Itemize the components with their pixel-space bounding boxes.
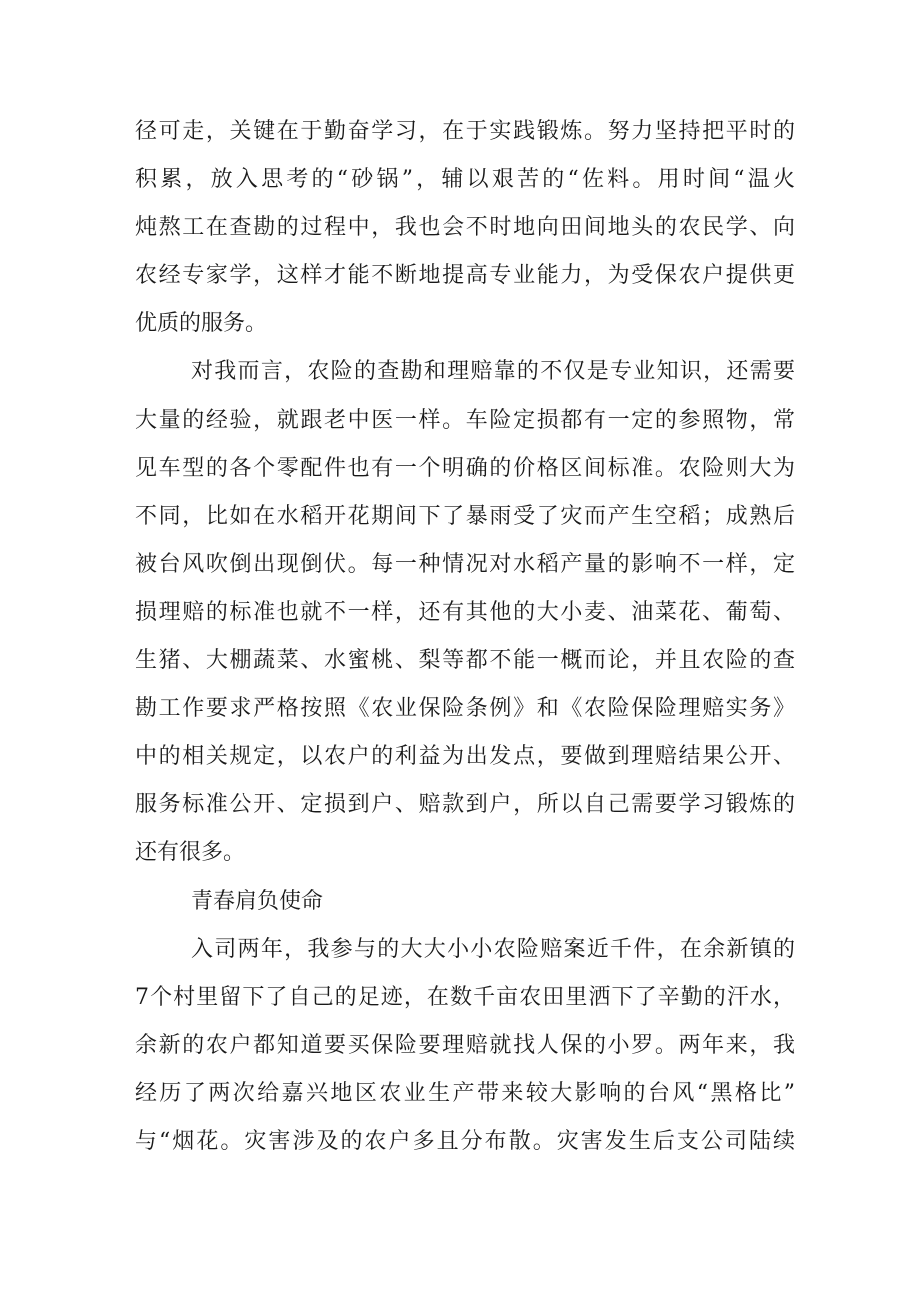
paragraph-line: 服务标准公开、定损到户、赔款到户，所以自己需要学习锻炼的 bbox=[135, 792, 795, 818]
paragraph-line: 勘工作要求严格按照《农业保险条例》和《农险保险理赔实务》 bbox=[135, 696, 795, 722]
paragraph-line: 损理赔的标准也就不一样，还有其他的大小麦、油菜花、葡萄、 bbox=[135, 599, 795, 625]
paragraph-line: 生猪、大棚蔬菜、水蜜桃、梨等都不能一概而论，并且农险的查 bbox=[135, 648, 795, 674]
paragraph-line: 经历了两次给嘉兴地区农业生产带来较大影响的台风“黑格比” bbox=[135, 1080, 795, 1106]
paragraph-line: 炖熬工在查勘的过程中，我也会不时地向田间地头的农民学、向 bbox=[135, 215, 795, 241]
paragraph-line: 优质的服务。 bbox=[135, 311, 268, 337]
document-body bbox=[135, 108, 795, 1166]
paragraph-line: 农经专家学，这样才能不断地提高专业能力，为受保农户提供更 bbox=[135, 263, 795, 289]
paragraph-line: 对我而言，农险的查勘和理赔靠的不仅是专业知识，还需要 bbox=[191, 359, 795, 385]
paragraph-line: 见车型的各个零配件也有一个明确的价格区间标准。农险则大为 bbox=[135, 455, 795, 481]
paragraph-line: 还有很多。 bbox=[135, 840, 246, 866]
paragraph-line: 7个村里留下了自己的足迹，在数千亩农田里洒下了辛勤的汗水， bbox=[135, 984, 795, 1010]
section-heading: 青春肩负使命 bbox=[191, 888, 324, 914]
paragraph-line: 余新的农户都知道要买保险要理赔就找人保的小罗。两年来，我 bbox=[135, 1032, 795, 1058]
paragraph-line: 大量的经验，就跟老中医一样。车险定损都有一定的参照物，常 bbox=[135, 407, 795, 433]
paragraph-line: 与“烟花。灾害涉及的农户多且分布散。灾害发生后支公司陆续 bbox=[135, 1128, 795, 1154]
paragraph-line: 积累，放入思考的“砂锅”，辅以艰苦的“佐料。用时间“温火 bbox=[135, 167, 795, 193]
paragraph-line: 被台风吹倒出现倒伏。每一种情况对水稻产量的影响不一样，定 bbox=[135, 551, 795, 577]
paragraph-line: 中的相关规定，以农户的利益为出发点，要做到理赔结果公开、 bbox=[135, 744, 795, 770]
paragraph-line: 径可走，关键在于勤奋学习，在于实践锻炼。努力坚持把平时的 bbox=[135, 119, 795, 144]
paragraph-line: 不同，比如在水稻开花期间下了暴雨受了灾而产生空稻；成熟后 bbox=[135, 503, 795, 529]
paragraph-line: 入司两年，我参与的大大小小农险赔案近千件，在余新镇的 bbox=[191, 936, 795, 962]
